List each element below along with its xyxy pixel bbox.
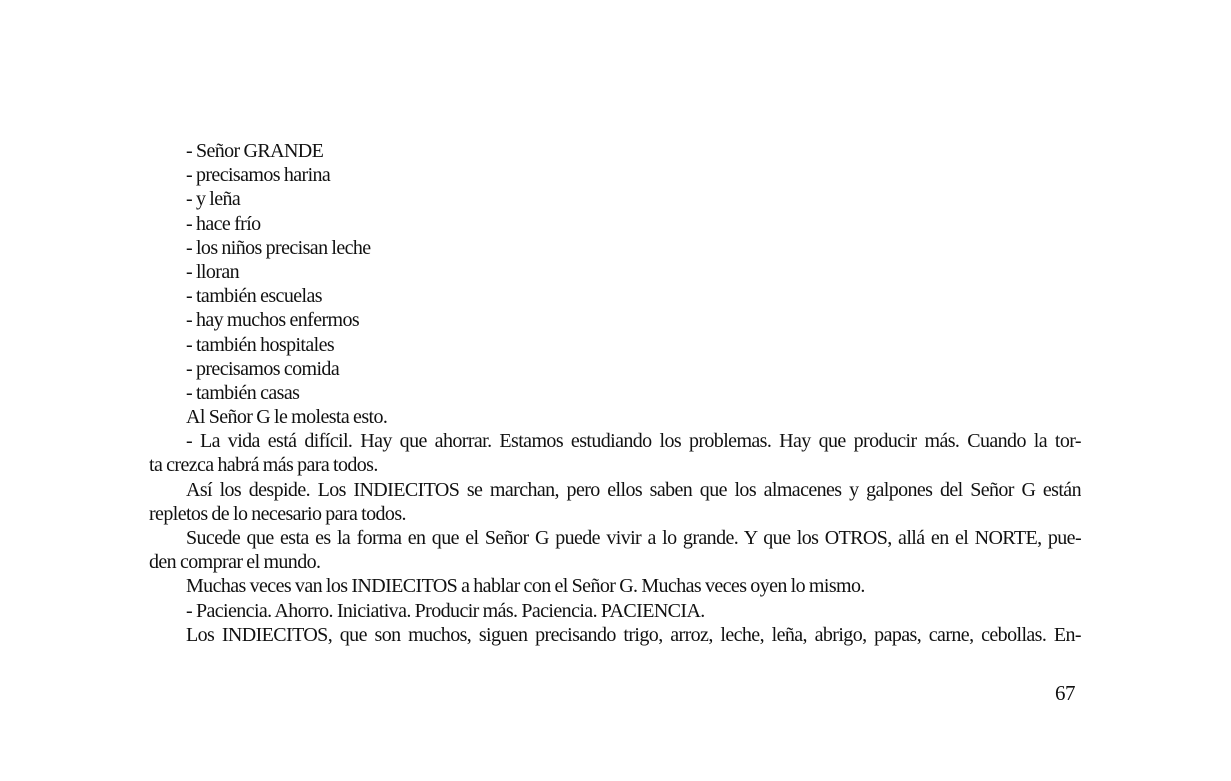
list-item: - lloran bbox=[186, 260, 240, 283]
list-item: - hace frío bbox=[186, 212, 261, 235]
paragraph-line: repletos de lo necesario para todos. bbox=[149, 502, 406, 525]
list-item: - también escuelas bbox=[186, 285, 322, 308]
paragraph: - Paciencia. Ahorro. Iniciativa. Producir más. Paciencia. PACIENCIA. bbox=[186, 599, 705, 622]
body-text bbox=[149, 139, 1081, 647]
paragraph-line: Los INDIECITOS, que son muchos, siguen precisando trigo, arroz, leche, leña, abrigo, papas, carne, cebollas. En- bbox=[186, 623, 1081, 646]
list-item: - precisamos comida bbox=[186, 357, 340, 380]
list-item: - hay muchos enfermos bbox=[186, 309, 360, 332]
list-item: - precisamos harina bbox=[186, 164, 331, 187]
list-item: - también casas bbox=[186, 381, 300, 404]
paragraph-line: - La vida está difícil. Hay que ahorrar. Estamos estudiando los problemas. Hay que producir más. Cuando la tor- bbox=[186, 430, 1081, 453]
list-item: - también hospitales bbox=[186, 333, 335, 356]
paragraph-line: Sucede que esta es la forma en que el Señor G puede vivir a lo grande. Y que los OTROS, allá en el NORTE, pue- bbox=[186, 527, 1081, 549]
list-item: - y leña bbox=[186, 188, 241, 211]
page-number: 67 bbox=[1055, 681, 1075, 705]
paragraph-line: Así los despide. Los INDIECITOS se marchan, pero ellos saben que los almacenes y galpones del Señor G están bbox=[186, 478, 1081, 501]
paragraph-line: den comprar el mundo. bbox=[149, 551, 321, 574]
list-item: - los niños precisan leche bbox=[186, 236, 371, 259]
paragraph: Muchas veces van los INDIECITOS a hablar con el Señor G. Muchas veces oyen lo mismo. bbox=[186, 575, 865, 598]
paragraph: Al Señor G le molesta esto. bbox=[186, 406, 388, 429]
list-item: - Señor GRANDE bbox=[186, 140, 324, 162]
paragraph-line: ta crezca habrá más para todos. bbox=[149, 454, 378, 477]
